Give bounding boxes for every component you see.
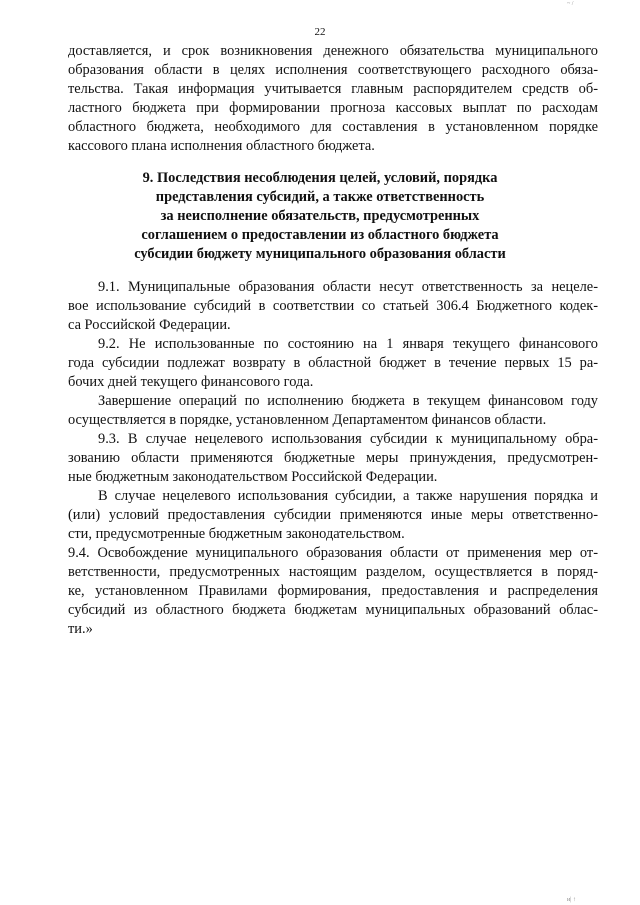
paragraph-9-4-line: ти.» bbox=[68, 621, 93, 637]
paragraph-9-3-line: 9.3. В случае нецелевого использования субсидии к муниципальному обра- bbox=[98, 431, 598, 447]
text-line: тельства. Такая информация учитывается главным распорядителем средств об- bbox=[68, 81, 598, 97]
paragraph-9-4-line: ке, установленном Правилами формирования, предоставления и распределения bbox=[68, 583, 598, 599]
heading-line: за неисполнение обязательств, предусмотренных bbox=[160, 208, 480, 224]
paragraph-9-1-line: са Российской Федерации. bbox=[68, 317, 231, 333]
paragraph-9-2-line: бочих дней текущего финансового года. bbox=[68, 374, 314, 390]
paragraph-9-3-line: ные бюджетным законодательством Российской Федерации. bbox=[68, 469, 438, 485]
paragraph-misuse-line: (или) условий предоставления субсидии применяются иные меры ответственно- bbox=[68, 507, 598, 523]
paragraph-9-1-line: 9.1. Муниципальные образования области несут ответственность за нецеле- bbox=[98, 279, 598, 295]
text-line: кассового плана исполнения областного бюджета. bbox=[68, 138, 375, 154]
text-line: образования области в целях исполнения соответствующего расходного обяза- bbox=[68, 62, 598, 78]
paragraph-misuse-line: В случае нецелевого использования субсидии, а также нарушения порядка и bbox=[98, 488, 598, 504]
heading-line: представления субсидий, а также ответственность bbox=[155, 189, 485, 205]
paragraph-9-2-line: года субсидии подлежат возврату в областной бюджет в течение первых 15 ра- bbox=[68, 355, 598, 371]
paragraph-9-2-line: 9.2. Не использованные по состоянию на 1 января текущего финансового bbox=[98, 336, 598, 352]
corner-mark-bottom: и| ↑ bbox=[567, 897, 576, 903]
paragraph-9-4-line: ветственности, предусмотренных настоящим разделом, осуществляется в поряд- bbox=[68, 564, 598, 580]
heading-line: соглашением о предоставлении из областного бюджета bbox=[141, 227, 499, 243]
text-line: ластного бюджета при формировании прогноза кассовых выплат по расходам bbox=[68, 100, 598, 116]
text-line: областного бюджета, необходимого для составления в установленном порядке bbox=[68, 119, 598, 135]
heading-line: 9. Последствия несоблюдения целей, условий, порядка bbox=[142, 170, 498, 186]
heading-line: субсидии бюджету муниципального образования области bbox=[134, 246, 506, 262]
paragraph-completion-line: Завершение операций по исполнению бюджета в текущем финансовом году bbox=[98, 393, 598, 409]
corner-mark-top: ~ / bbox=[567, 1, 574, 7]
paragraph-misuse-line: сти, предусмотренные бюджетным законодательством. bbox=[68, 526, 405, 542]
paragraph-9-3-line: зованию области применяются бюджетные меры принуждения, предусмотрен- bbox=[68, 450, 598, 466]
page-number: 22 bbox=[314, 26, 326, 38]
paragraph-9-1-line: вое использование субсидий в соответствии со статьей 306.4 Бюджетного кодек- bbox=[68, 298, 598, 314]
paragraph-9-4-line: субсидий из областного бюджета бюджетам муниципальных образований облас- bbox=[68, 602, 598, 618]
paragraph-9-4-line: 9.4. Освобождение муниципального образования области от применения мер от- bbox=[68, 545, 598, 561]
paragraph-completion-line: осуществляется в порядке, установленном Департаментом финансов области. bbox=[68, 412, 547, 428]
text-line: доставляется, и срок возникновения денежного обязательства муниципального bbox=[68, 43, 598, 59]
